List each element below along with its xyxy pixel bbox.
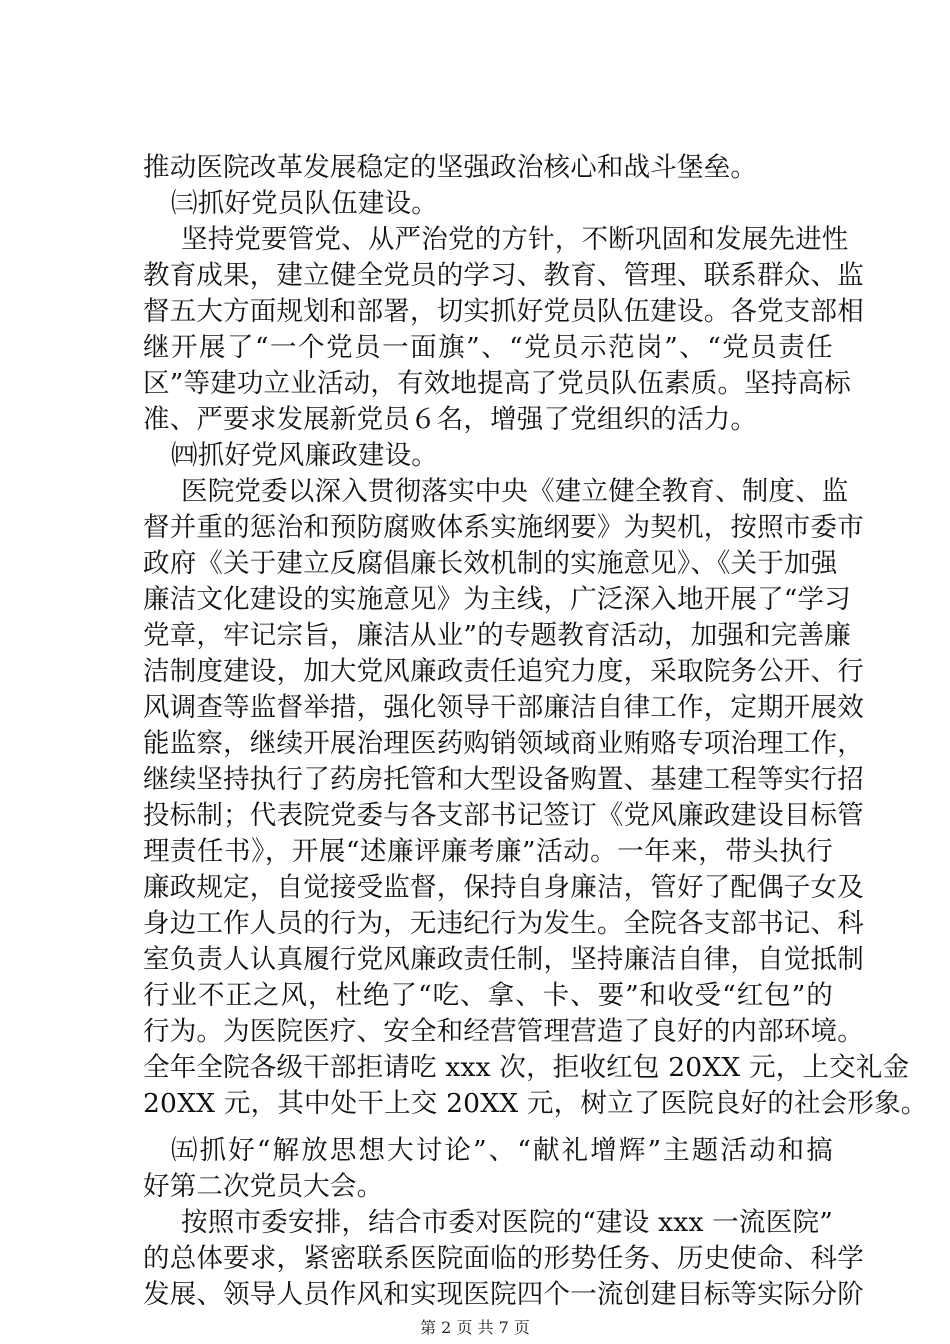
text-line: 的总体要求，紧密联系医院面临的形势任务、历史使命、科学 (143, 1243, 864, 1274)
text-line: 区”等建功立业活动，有效地提高了党员队伍素质。坚持高标 (143, 368, 851, 399)
text-line: 投标制；代表院党委与各支部书记签订《党风廉政建设目标管 (143, 800, 864, 831)
text-line: 理责任书》，开展“述廉评廉考廉”活动。一年来，带头执行 (143, 836, 833, 867)
text-line: 风调查等监督举措，强化领导干部廉洁自律工作，定期开展效 (143, 692, 864, 723)
section-heading: ㈢抓好党员队伍建设。 (171, 188, 438, 219)
text-line: 行业不正之风，杜绝了“吃、拿、卡、要”和收受“红包”的 (143, 980, 833, 1011)
text-line: 身边工作人员的行为，无违纪行为发生。全院各支部书记、科 (143, 908, 864, 939)
text-line: 廉政规定，自觉接受监督，保持自身廉洁，管好了配偶子女及 (143, 872, 864, 903)
text-line: 准、严要求发展新党员６名，增强了党组织的活力。 (143, 404, 758, 435)
text-line: 教育成果，建立健全党员的学习、教育、管理、联系群众、监 (143, 260, 864, 291)
text-line: 医院党委以深入贯彻落实中央《建立健全教育、制度、监 (181, 476, 849, 507)
section-heading: ㈤抓好“解放思想大讨论”、“献礼增辉”主题活动和搞 (171, 1135, 833, 1166)
page-number-footer: 第 2 页 共 7 页 (420, 1318, 530, 1337)
text-line: 发展、领导人员作风和实现医院四个一流创建目标等实际分阶 (143, 1279, 864, 1310)
text-line: 党章，牢记宗旨，廉洁从业”的专题教育活动，加强和完善廉 (143, 620, 851, 651)
text-line: 坚持党要管党、从严治党的方针，不断巩固和发展先进性 (181, 224, 849, 255)
text-line: 继续坚持执行了药房托管和大型设备购置、基建工程等实行招 (143, 764, 864, 795)
text-line: 督五大方面规划和部署，切实抓好党员队伍建设。各党支部相 (143, 296, 864, 327)
text-line: 廉洁文化建设的实施意见》为主线，广泛深入地开展了“学习 (143, 584, 851, 615)
text-line: 全年全院各级干部拒请吃 xxx 次，拒收红包 20XX 元，上交礼金 (143, 1052, 910, 1083)
text-line: 好第二次党员大会。 (143, 1171, 384, 1202)
text-line: 督并重的惩治和预防腐败体系实施纲要》为契机，按照市委市 (143, 512, 864, 543)
text-line: 室负责人认真履行党风廉政责任制，坚持廉洁自律，自觉抵制 (143, 944, 864, 975)
text-line: 行为。为医院医疗、安全和经营管理营造了良好的内部环境。 (143, 1016, 864, 1047)
text-line: 洁制度建设，加大党风廉政责任追究力度，采取院务公开、行 (143, 656, 864, 687)
text-line: 20XX 元，其中处干上交 20XX 元，树立了医院良好的社会形象。 (143, 1088, 928, 1119)
text-line: 推动医院改革发展稳定的坚强政治核心和战斗堡垒。 (143, 152, 758, 183)
text-line: 能监察，继续开展治理医药购销领域商业贿赂专项治理工作， (143, 728, 864, 759)
text-line: 按照市委安排，结合市委对医院的“建设 xxx 一流医院” (181, 1207, 833, 1238)
text-line: 政府《关于建立反腐倡廉长效机制的实施意见》、《关于加强 (143, 548, 838, 579)
section-heading: ㈣抓好党风廉政建设。 (171, 440, 438, 471)
text-line: 继开展了“一个党员一面旗”、“党员示范岗”、“党员责任 (143, 332, 833, 363)
